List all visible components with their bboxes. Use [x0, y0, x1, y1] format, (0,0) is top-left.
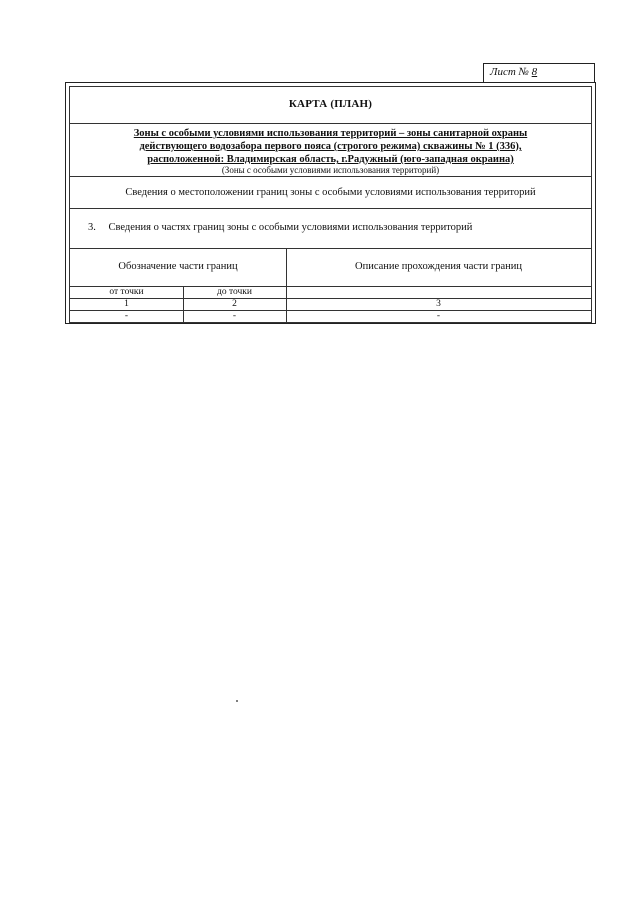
- zone-row: [70, 124, 591, 177]
- table-index-row: [70, 299, 591, 311]
- title-row: [70, 87, 591, 124]
- sheet-number: 8: [531, 66, 538, 78]
- parts-section-heading: [88, 222, 472, 233]
- sheet-number-box: [483, 63, 595, 82]
- page-title: КАРТА (ПЛАН): [288, 98, 373, 110]
- parts-section-text: Сведения о частях границ зоны с особыми условиями использования территорий: [108, 222, 473, 233]
- column-divider-points: [183, 287, 184, 323]
- location-info: Сведения о местоположении границ зоны с особыми условиями использования территорий: [125, 187, 536, 198]
- table-cell-from: -: [124, 311, 129, 321]
- subheader-to-point: до точки: [217, 287, 252, 297]
- column-divider-main: [286, 249, 287, 323]
- zone-line-1: Зоны с особыми условиями использования территорий – зоны санитарной охраны: [133, 128, 528, 139]
- inner-frame: [69, 86, 592, 323]
- sheet-label: Лист №: [490, 66, 529, 78]
- table-header-row: [70, 249, 591, 287]
- table-row: [70, 311, 591, 323]
- table-cell-description: -: [436, 311, 441, 321]
- table-header-left: Обозначение части границ: [118, 261, 238, 272]
- table-header-right: Описание прохождения части границ: [355, 261, 522, 272]
- parts-section-number: 3.: [88, 222, 96, 233]
- index-cell-1: 1: [124, 299, 129, 309]
- table-cell-to: -: [232, 311, 237, 321]
- parts-row: [70, 209, 591, 249]
- index-cell-3: 3: [436, 299, 441, 309]
- subheader-from-point: от точки: [109, 287, 144, 297]
- document-frame: [65, 82, 596, 324]
- zone-line-2: действующего водозабора первого пояса (строгого режима) скважины № 1 (336),: [139, 141, 522, 152]
- zone-subtitle: (Зоны с особыми условиями использования территорий): [221, 165, 440, 175]
- index-cell-2: 2: [232, 299, 237, 309]
- table-subheader-row: [70, 287, 591, 299]
- scan-speck: [236, 700, 238, 702]
- zone-line-3: расположенной: Владимирская область, г.Радужный (юго-западная окраина): [147, 154, 514, 165]
- zone-description: [70, 127, 591, 166]
- location-row: [70, 177, 591, 209]
